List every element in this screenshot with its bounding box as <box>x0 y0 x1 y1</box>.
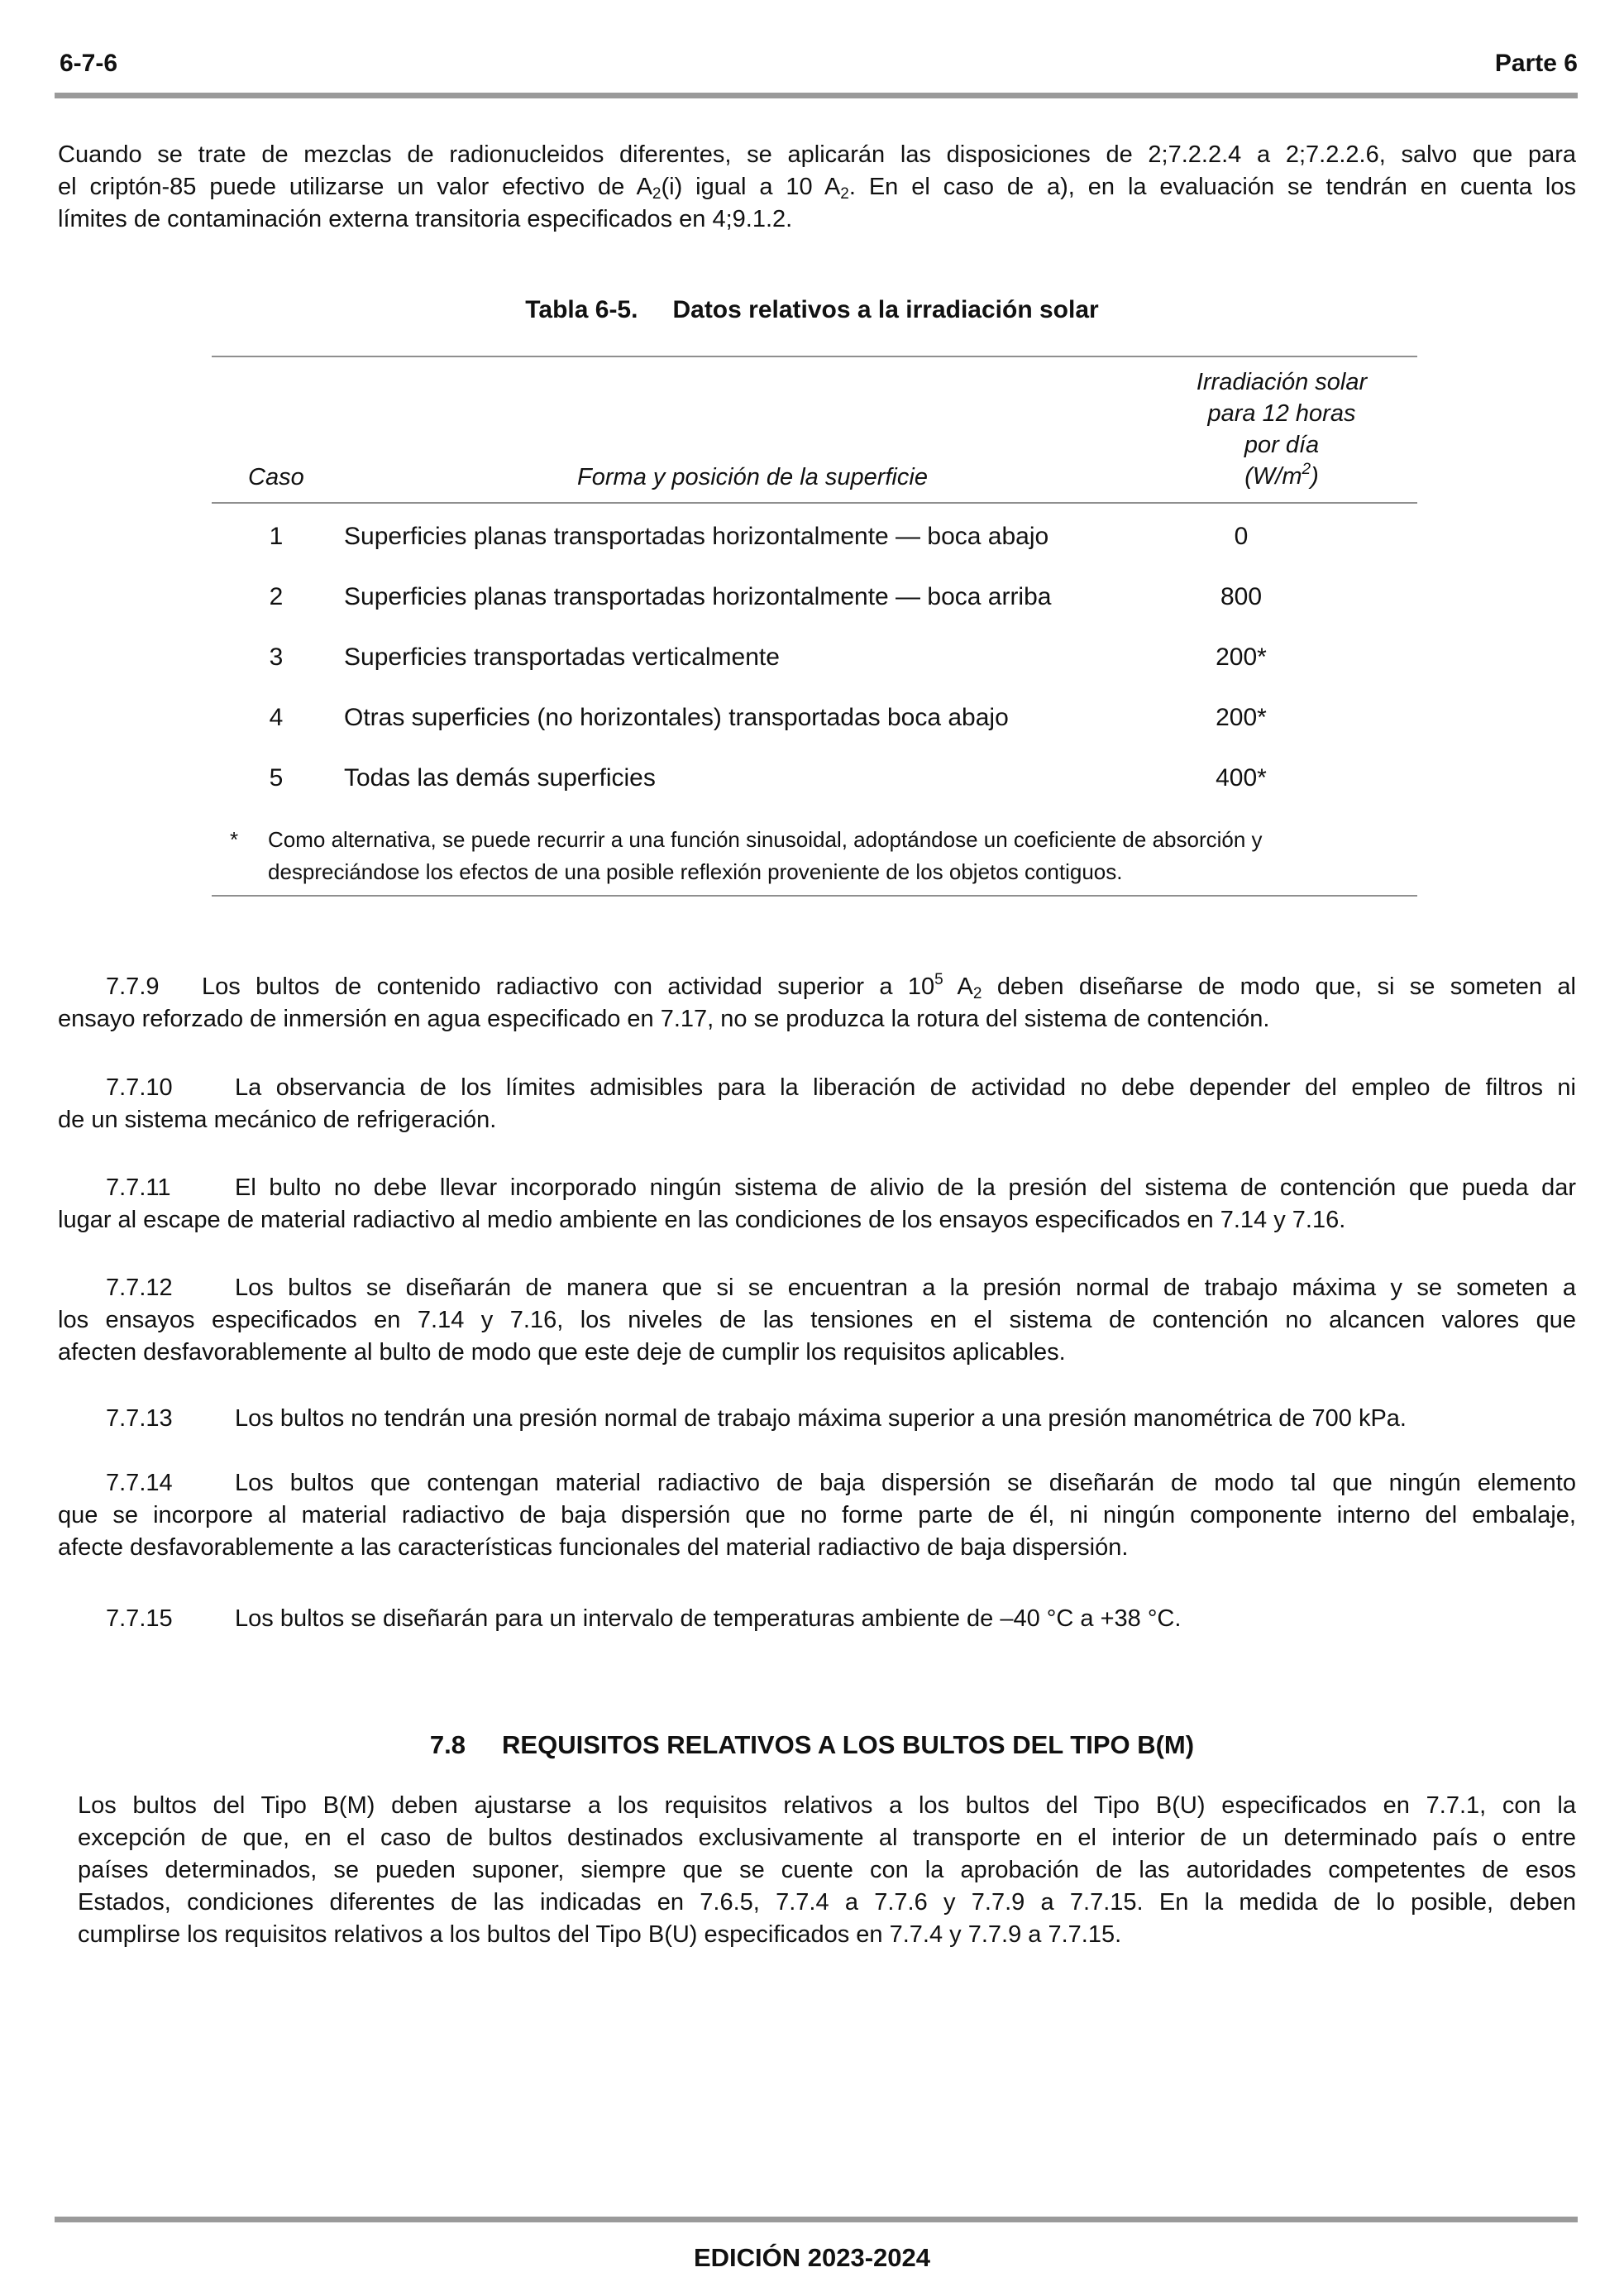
table-row <box>212 583 1417 616</box>
row-number: 2 <box>269 583 284 610</box>
row-number: 4 <box>269 704 284 731</box>
paragraph-number: 7.7.11 <box>106 1174 171 1201</box>
table-footnote <box>230 824 1406 888</box>
paragraph-number: 7.7.12 <box>106 1275 173 1301</box>
paragraph-number: 7.7.10 <box>106 1074 173 1101</box>
header-irradiation: Irradiación solar para 12 horas por día $(W/m^2)$ <box>1196 369 1368 490</box>
table-row <box>212 643 1417 677</box>
table-bottom-rule <box>212 895 1417 897</box>
table-row <box>212 704 1417 737</box>
row-value: 800 <box>1220 583 1263 610</box>
table-number: Tabla 6-5. <box>525 296 638 323</box>
row-value: 200* <box>1216 643 1267 671</box>
footnote-line-1: Como alternativa, se puede recurrir a una función sinusoidal, adoptándose un coeficiente de absorción y <box>268 827 1263 852</box>
row-shape: Superficies transportadas verticalmente <box>344 643 780 671</box>
intro-line-3: límites de contaminación externa transitoria especificados en 4;9.1.2. <box>58 206 793 232</box>
part-label: Parte 6 <box>1494 50 1578 77</box>
paragraph-7-7-9: 7.7.9 Los bultos de contenido radiactivo con actividad superior a $10^5$ $A_2$ deben diseñarse de modo que, si se someten al ensayo reforzado de inmersión en agua especificado en 7.17, no se produzca la rotura del sistema de contención. <box>58 971 1576 1032</box>
row-number: 3 <box>269 643 284 671</box>
paragraph-7-7-14: 7.7.14 Los bultos que contengan material radiactivo de baja dispersión se diseñarán de modo tal que ningún elemento que se incorpore al material radiactivo de baja dispersión que no forme parte de él, ni ningún componente interno del embalaje, afecte desfavorablemente a las características funcionales del material radiactivo de baja dispersión. <box>58 1467 1576 1564</box>
page-number: 6-7-6 <box>60 50 118 77</box>
paragraph-number: 7.7.9 <box>106 973 160 1000</box>
intro-line-1: Cuando se trate de mezclas de radionucleidos diferentes, se aplicarán las disposiciones de 2;7.2.2.4 a 2;7.2.2.6, salvo que para <box>58 141 1576 168</box>
paragraph-7-7-15: 7.7.15 Los bultos se diseñarán para un intervalo de temperaturas ambiente de –40 °C a +38 °C. <box>58 1603 1576 1635</box>
footnote-mark: * <box>230 827 239 852</box>
header-rule <box>55 93 1578 98</box>
row-shape: Otras superficies (no horizontales) transportadas boca abajo <box>344 704 1009 731</box>
table-row <box>212 764 1417 797</box>
table-title: Datos relativos a la irradiación solar <box>672 296 1099 323</box>
section-title <box>0 1730 1624 1760</box>
header-case: Caso <box>248 464 304 490</box>
row-value: 400* <box>1216 764 1267 792</box>
header-shape: Forma y posición de la superficie <box>577 464 928 490</box>
paragraph-number: 7.7.14 <box>106 1470 173 1496</box>
intro-paragraph <box>58 139 1576 236</box>
paragraph-number: 7.7.15 <box>106 1605 173 1632</box>
section-7-8-paragraph: Los bultos del Tipo B(M) deben ajustarse a los requisitos relativos a los bultos del Tipo B(U) especificados en 7.7.1, con la excepción de que, en el caso de bultos destinados exclusivamente al transporte en el interior de un determinado país o entre países determinados, se pueden suponer, siempre que se cuente con la aprobación de las autoridades competentes de esos Estados, condiciones diferentes de las indicadas en 7.6.5, 7.7.4 a 7.7.6 y 7.7.9 a 7.7.15. En la medida de lo posible, deben cumplirse los requisitos relativos a los bultos del Tipo B(U) especificados en 7.7.4 y 7.7.9 a 7.7.15. <box>78 1792 1576 1948</box>
table-row <box>212 523 1417 556</box>
table-caption <box>0 296 1624 324</box>
intro-line-2: el criptón-85 puede utilizarse un valor efectivo de $A_2(i)$ igual a 10 $A_2$. En el caso de a), en la evaluación se tendrán en cuenta los <box>58 174 1576 203</box>
row-value: 0 <box>1234 523 1249 550</box>
row-shape: Todas las demás superficies <box>344 764 656 792</box>
footnote-line-2: despreciándose los efectos de una posible reflexión proveniente de los objetos contiguos. <box>268 859 1123 884</box>
section-heading: REQUISITOS RELATIVOS A LOS BULTOS DEL TIPO B(M) <box>502 1730 1195 1759</box>
row-value: 200* <box>1216 704 1267 731</box>
paragraph-7-7-11: 7.7.11 El bulto no debe llevar incorporado ningún sistema de alivio de la presión del sistema de contención que pueda dar lugar al escape de material radiactivo al medio ambiente en las condiciones de los ensayos especificados en 7.14 y 7.16. <box>58 1172 1576 1236</box>
paragraph-number: 7.7.13 <box>106 1405 173 1432</box>
footer-rule <box>55 2217 1578 2222</box>
paragraph-7-7-13: 7.7.13 Los bultos no tendrán una presión normal de trabajo máxima superior a una presión manométrica de 700 kPa. <box>58 1403 1576 1435</box>
row-shape: Superficies planas transportadas horizontalmente — boca abajo <box>344 523 1049 550</box>
section-number: 7.8 <box>429 1730 466 1759</box>
edition-footer: EDICIÓN 2023-2024 <box>693 2243 931 2272</box>
page-header <box>55 50 1578 84</box>
row-shape: Superficies planas transportadas horizontalmente — boca arriba <box>344 583 1052 610</box>
paragraph-7-7-12: 7.7.12 Los bultos se diseñarán de manera que si se encuentran a la presión normal de trabajo máxima y se someten a los ensayos especificados en 7.14 y 7.16, los niveles de las tensiones en el sistema de contención no alcancen valores que afecten desfavorablemente al bulto de modo que este deje de cumplir los requisitos aplicables. <box>58 1272 1576 1369</box>
table-top-rule <box>212 356 1417 357</box>
row-number: 5 <box>269 764 284 792</box>
table-header-rule <box>212 502 1417 504</box>
paragraph-7-7-10: 7.7.10 La observancia de los límites admisibles para la liberación de actividad no debe depender del empleo de filtros ni de un sistema mecánico de refrigeración. <box>58 1072 1576 1136</box>
row-number: 1 <box>269 523 284 550</box>
